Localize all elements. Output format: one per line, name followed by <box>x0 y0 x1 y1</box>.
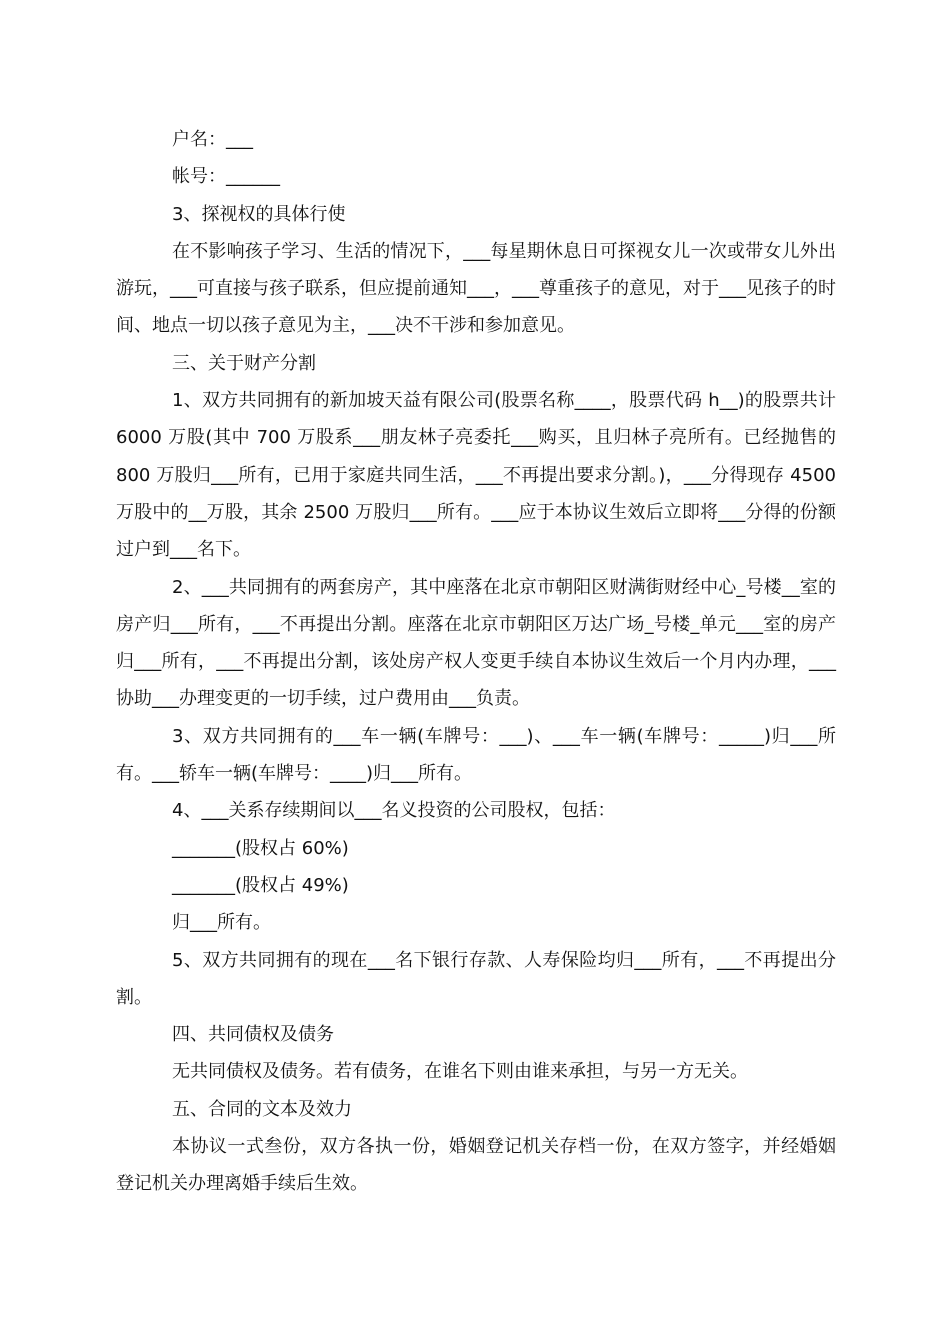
account-name-line: 户名：___ <box>172 129 253 150</box>
equity-line-60: _______(股权占 60%) <box>172 837 349 859</box>
property-division-heading: 三、关于财产分割 <box>172 352 316 374</box>
equity-line-49: _______(股权占 49%) <box>172 874 349 896</box>
property-clause-4: 4、___关系存续期间以___名义投资的公司股权，包括： <box>172 800 616 822</box>
contract-validity-paragraph: 本协议一式叁份，双方各执一份，婚姻登记机关存档一份，在双方签字，并经婚姻登记机关办理离婚手续后生效。 <box>116 1136 836 1195</box>
property-clause-1: 1、双方共同拥有的新加坡天益有限公司(股票名称____，股票代码 h__)的股票共计 6000 万股(其中 700 万股系___朋友林子亮委托___购买，且归林子亮所有。已经抛售的 800 万股归___所有，已用于家庭共同生活，___不再提出要求分割。)，___分得现存 4500 万股中的__万股，其余 2500 万股归___所有。___应于本协议生效后立即将___分得的份额过户到___名下。 <box>116 390 836 561</box>
visitation-paragraph: 在不影响孩子学习、生活的情况下，___每星期休息日可探视女儿一次或带女儿外出游玩，___可直接与孩子联系，但应提前通知___，___尊重孩子的意见，对于___见孩子的时间、地点一切以孩子意见为主，___决不干涉和参加意见。 <box>116 240 836 337</box>
property-clause-3: 3、双方共同拥有的___车一辆(车牌号：___)、___车一辆(车牌号：_____)归___所有。___轿车一辆(车牌号：____)归___所有。 <box>116 725 836 785</box>
equity-owner-line: 归___所有。 <box>172 912 271 934</box>
account-number-line: 帐号：______ <box>172 166 280 188</box>
debts-heading: 四、共同债权及债务 <box>172 1024 334 1046</box>
visitation-heading: 3、探视权的具体行使 <box>172 203 346 225</box>
property-clause-5: 5、双方共同拥有的现在___名下银行存款、人寿保险均归___所有，___不再提出分割。 <box>116 949 836 1008</box>
document-body <box>116 121 836 1203</box>
contract-validity-heading: 五、合同的文本及效力 <box>172 1098 352 1120</box>
debts-paragraph: 无共同债权及债务。若有债务，在谁名下则由谁来承担，与另一方无关。 <box>172 1061 748 1083</box>
property-clause-2: 2、___共同拥有的两套房产，其中座落在北京市朝阳区财满街财经中心_号楼__室的房产归___所有，___不再提出分割。座落在北京市朝阳区万达广场_号楼_单元___室的房产归___所有，___不再提出分割，该处房产权人变更手续自本协议生效后一个月内办理，___协助___办理变更的一切手续，过户费用由___负责。 <box>116 576 836 710</box>
